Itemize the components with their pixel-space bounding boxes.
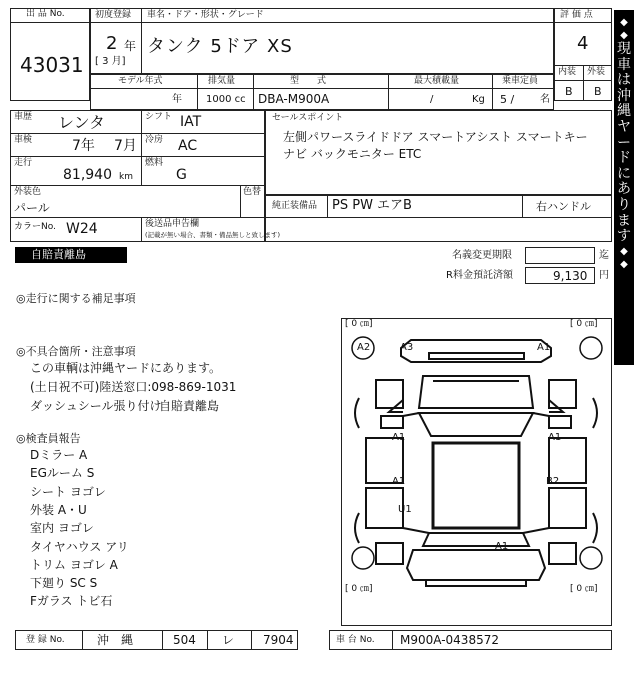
inspector-report-item: タイヤハウス アリ (30, 539, 129, 554)
model-year-unit: 年 (172, 94, 182, 105)
capacity-label: 乗車定員 (502, 76, 539, 86)
ext-color-value: パール (14, 201, 50, 215)
shift-label: シフト (145, 112, 173, 122)
sales-points-label: セールスポイント (272, 113, 344, 123)
first-reg-year-unit: 年 (124, 39, 137, 53)
aftermarket-note: (記載が無い場合、書類・備品無しと致します) (145, 231, 281, 239)
color-no-value: W24 (66, 221, 98, 237)
diagram-corner-bl: [ 0 ㎝] (345, 584, 373, 594)
equipment-value: PS PW エアB (332, 198, 412, 213)
first-reg-month: [ 3 月] (95, 56, 126, 67)
inspection-month: 7月 (114, 138, 137, 154)
mark-a1-right-mid: A1 (548, 432, 562, 443)
mark-a1-left-mid: A1 (392, 432, 406, 443)
name-change-label: 名義変更期限 (452, 250, 512, 261)
max-load-unit: Kg (472, 94, 485, 105)
type-code: DBA-M900A (258, 92, 330, 106)
sales-points-line1: 左側パワースライドドア スマートアシスト スマートキー (283, 130, 588, 144)
inspector-report-item: 下廻り SC S (30, 576, 98, 591)
mark-a1-front: A1 (537, 342, 551, 353)
defect-line-2: (土日祝不可)陸送窓口:098-869-1031 (30, 380, 237, 394)
banner-char: ー (617, 134, 631, 151)
defect-line-1: この車輌は沖縄ヤードにあります。 (30, 361, 222, 375)
insurance-badge: 自賠責離島 (15, 247, 127, 263)
equipment-label: 純正装備品 (272, 201, 318, 211)
capacity-value: 5 / (500, 93, 515, 106)
banner-char: あ (617, 181, 631, 198)
shift-value: IAT (180, 114, 202, 130)
chassis-value: M900A-0438572 (400, 633, 499, 647)
banner-char: ◆ (620, 30, 628, 41)
lot-label: 出 品 No. (26, 9, 65, 19)
displacement-value: 1000 cc (206, 94, 246, 105)
inspector-report-item: シート ヨゴレ (30, 484, 106, 499)
name-change-unit: 迄 (599, 250, 609, 261)
car-name-label: 車名・ドア・形状・グレード (147, 10, 264, 20)
banner-char: 車 (617, 56, 631, 73)
color-no-label: カラーNo. (14, 222, 56, 232)
fuel-label: 燃料 (145, 158, 164, 168)
banner-char: ヤ (617, 118, 631, 135)
color-change-label: 色替 (243, 187, 262, 197)
banner-char: に (617, 165, 631, 182)
name-change-field (525, 247, 595, 264)
banner-char: は (617, 72, 631, 89)
type-label: 型 式 (290, 76, 327, 86)
recycle-label: R料金預託済額 (446, 270, 513, 281)
recycle-value: 9,130 (553, 269, 588, 283)
exterior-label: 外装 (587, 67, 606, 77)
reg-number: 7904 (263, 633, 294, 647)
history-label: 車歴 (14, 112, 33, 122)
mileage-label: 走行 (14, 158, 33, 168)
score-value: 4 (577, 33, 589, 54)
recycle-unit: 円 (599, 270, 609, 281)
exterior-grade: B (594, 85, 602, 98)
first-reg-label: 初度登録 (95, 10, 132, 20)
ac-value: AC (178, 138, 198, 154)
banner-char: 沖 (617, 87, 631, 104)
score-label: 評 価 点 (560, 10, 593, 20)
mark-u1: U1 (398, 504, 412, 515)
fuel-value: G (176, 167, 187, 183)
sales-points-line2: ナビ バックモニター ETC (283, 147, 422, 161)
inspection-label: 車検 (14, 135, 33, 145)
inspector-report-item: Dミラー A (30, 448, 88, 462)
defects-header: ◎不具合箇所・注意事項 (16, 345, 136, 358)
inspector-report-header: ◎検査員報告 (16, 432, 81, 445)
banner-char: 縄 (617, 103, 631, 120)
car-name: タンク 5ドア XS (147, 36, 293, 57)
reg-kana: レ (222, 633, 235, 647)
interior-grade: B (565, 85, 573, 98)
ext-color-label: 外装色 (14, 187, 42, 197)
inspector-report-item: 室内 ヨゴレ (30, 521, 94, 536)
banner-char: 現 (617, 41, 631, 57)
banner-char: ◆ (620, 258, 628, 270)
inspection-year: 7年 (72, 138, 95, 154)
banner-char: り (617, 196, 631, 213)
mark-b2: B2 (546, 476, 560, 487)
first-reg-year: 2 (106, 33, 118, 54)
car-outline-diagram (341, 318, 612, 626)
mileage-value: 81,940 (63, 167, 112, 183)
defect-line-3b: 自賠責離島 (159, 399, 220, 413)
aftermarket-label: 後送品申告欄 (145, 219, 200, 229)
max-load-label: 最大積載量 (414, 76, 460, 86)
steering-handle: 右ハンドル (536, 200, 591, 213)
diagram-corner-tl: [ 0 ㎝] (345, 319, 373, 329)
model-year-label: モデル年式 (118, 76, 163, 86)
mark-a1-left-low: A1 (392, 476, 406, 487)
mark-a3: A3 (400, 342, 414, 353)
capacity-unit: 名 (540, 94, 550, 105)
diagram-corner-br: [ 0 ㎝] (570, 584, 598, 594)
inspector-report-item: 外装 A・U (30, 502, 87, 517)
reg-region: 沖 縄 (97, 633, 134, 647)
banner-char: す (617, 228, 631, 245)
chassis-label: 車 台 No. (336, 635, 375, 645)
mark-a1-rear: A1 (495, 541, 509, 552)
banner-char: ◆ (620, 17, 628, 28)
reg-label: 登 録 No. (26, 635, 65, 645)
diagram-corner-tr: [ 0 ㎝] (570, 319, 598, 329)
lot-number: 43031 (20, 53, 84, 77)
banner-char: ド (617, 150, 631, 167)
defect-line-3a: ダッシュシール張り付け (30, 399, 162, 413)
driving-notes-header: ◎走行に関する補足事項 (16, 292, 136, 305)
inspector-report-item: Fガラス トビ石 (30, 594, 113, 609)
displacement-label: 排気量 (208, 76, 236, 86)
inspector-report-item: トリム ヨゴレ A (30, 557, 118, 572)
mark-a2: A2 (357, 342, 371, 353)
history-value: レンタ (58, 113, 105, 132)
ac-label: 冷房 (145, 135, 164, 145)
okinawa-yard-banner (614, 10, 634, 365)
max-load-value: / (430, 94, 434, 105)
inspector-report-item: EGルーム S (30, 466, 95, 481)
reg-class: 504 (173, 633, 196, 647)
banner-char: ◆ (620, 245, 628, 257)
banner-char: ま (617, 212, 631, 229)
mileage-unit: km (119, 172, 133, 182)
interior-label: 内装 (558, 67, 577, 77)
